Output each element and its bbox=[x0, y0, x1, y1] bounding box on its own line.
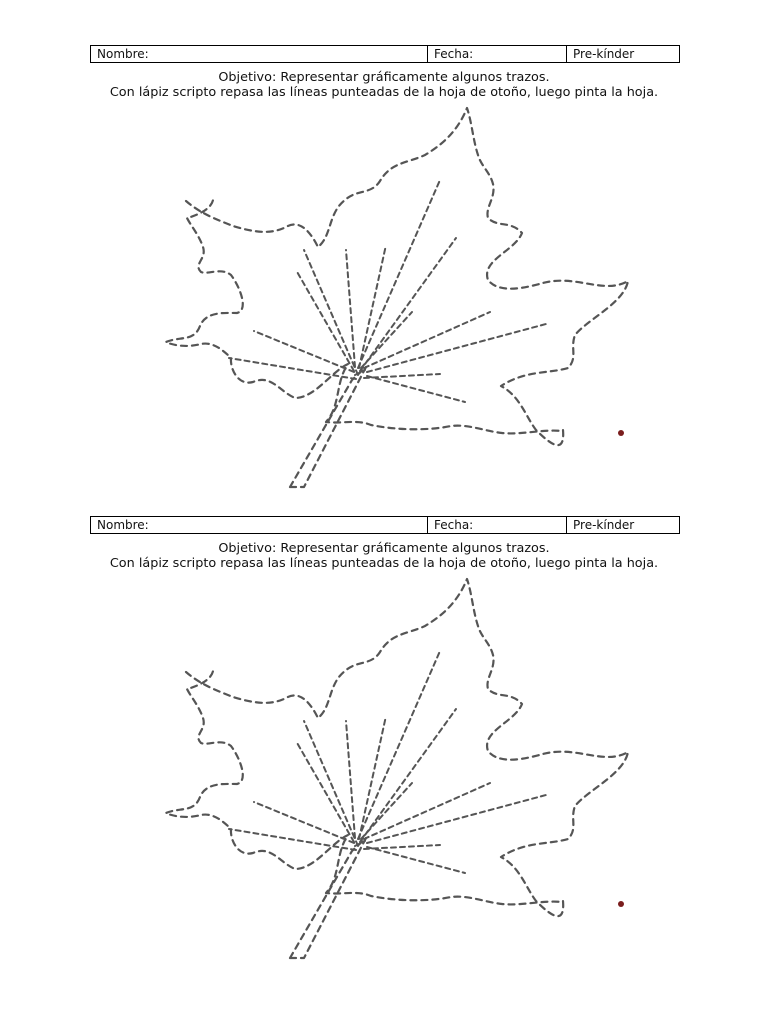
student-header-table bbox=[90, 516, 680, 534]
instructions-block bbox=[0, 541, 768, 571]
objective-text: Objetivo: Representar gráficamente algunos trazos. bbox=[218, 70, 550, 85]
grade-level-cell bbox=[567, 517, 680, 534]
worksheet-bottom bbox=[0, 471, 768, 941]
date-field[interactable] bbox=[428, 517, 567, 534]
grade-level-cell bbox=[567, 46, 680, 63]
name-label: Nombre: bbox=[97, 47, 149, 61]
name-field[interactable] bbox=[91, 517, 428, 534]
name-field[interactable] bbox=[91, 46, 428, 63]
leaf-veins bbox=[229, 651, 546, 873]
instruction-text: Con lápiz scripto repasa las líneas punteadas de la hoja de otoño, luego pinta la hoja. bbox=[109, 556, 659, 571]
date-label: Fecha: bbox=[434, 47, 474, 61]
objective-text: Objetivo: Representar gráficamente algunos trazos. bbox=[218, 541, 550, 556]
instruction-text: Con lápiz scripto repasa las líneas punteadas de la hoja de otoño, luego pinta la hoja. bbox=[109, 85, 659, 100]
grade-level-label: Pre-kínder bbox=[573, 518, 635, 532]
date-label: Fecha: bbox=[434, 518, 474, 532]
student-header-row bbox=[91, 517, 680, 534]
dotted-autumn-leaf-icon bbox=[150, 100, 640, 495]
corner-mark-icon bbox=[618, 430, 624, 436]
name-label: Nombre: bbox=[97, 518, 149, 532]
date-field[interactable] bbox=[428, 46, 567, 63]
leaf-outline bbox=[166, 579, 628, 958]
worksheet-top bbox=[0, 0, 768, 470]
instructions-block bbox=[0, 70, 768, 100]
student-header-row bbox=[91, 46, 680, 63]
student-header-table bbox=[90, 45, 680, 63]
corner-mark-icon bbox=[618, 901, 624, 907]
leaf-veins bbox=[229, 180, 546, 402]
leaf-outline bbox=[166, 108, 628, 487]
grade-level-label: Pre-kínder bbox=[573, 47, 635, 61]
dotted-autumn-leaf-icon bbox=[150, 571, 640, 966]
